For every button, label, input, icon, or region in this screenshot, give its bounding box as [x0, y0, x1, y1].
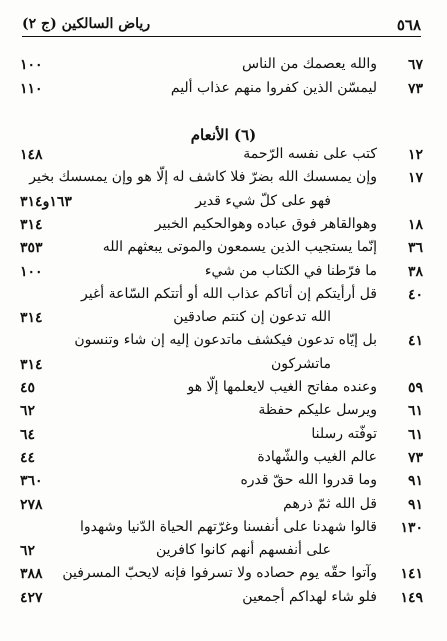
verse-text: ويرسل عليكم حفظة: [258, 402, 377, 419]
verse-number: ٤٠: [407, 286, 423, 303]
verse-number: ٣٨: [407, 263, 423, 280]
verse-number: ٣٦: [407, 240, 423, 257]
page-header: [22, 14, 421, 36]
verse-text: وآتوا حقّه يوم حصاده ولا تسرفوا فإنه لايحبّ المسرفين: [62, 565, 377, 582]
verse-text: ليمسّن الذين كفروا منهم عذاب أليم: [170, 80, 377, 96]
verse-number: ١٢: [407, 147, 423, 163]
verse-text: وما قدروا الله حقّ قدره: [240, 472, 377, 489]
index-row: [20, 284, 423, 308]
verse-text: كتب على نفسه الرّحمة: [243, 146, 377, 162]
verse-text: قل أرأيتكم إن أتاكم عذاب الله أو أتتكم السّاعة أغير: [81, 285, 377, 302]
verse-text: إنّما يستجيب الذين يسمعون والموتى يبعثهم الله: [102, 239, 377, 256]
index-row: [20, 494, 423, 518]
page-reference: ٢٧٨: [20, 496, 43, 513]
verse-text: ما فرّطنا في الكتاب من شيء: [204, 262, 377, 279]
page-reference: ١١٠: [20, 81, 43, 97]
verse-number: ٦١: [407, 403, 423, 420]
verse-number: ٦١: [407, 426, 423, 443]
index-row: [20, 330, 423, 354]
index-row: [20, 54, 423, 78]
verse-text: ماتشركون: [270, 355, 331, 372]
page-reference: ٦٢: [20, 403, 36, 420]
page-reference: ٤٤: [20, 449, 36, 466]
header-rule: [22, 36, 421, 37]
page-reference: ١٠٠: [20, 57, 43, 73]
verse-text: والله يعصمك من الناس: [242, 56, 377, 72]
index-row: [20, 354, 423, 378]
verse-number: ٧٣: [407, 81, 423, 97]
verse-number: ١٣٠: [400, 519, 423, 536]
verse-text: قل الله ثمّ ذرهم: [283, 495, 377, 512]
verse-text: عالم الغيب والشّهادة: [257, 448, 377, 465]
index-row: [20, 377, 423, 401]
index-row: [20, 587, 423, 611]
page-reference: ٦٢: [20, 543, 36, 560]
section-title: (٦) الأنعام: [190, 126, 257, 144]
verse-number: ٥٩: [407, 380, 423, 396]
verse-number: ١٧: [407, 170, 423, 187]
page-reference: ١٠٠: [20, 263, 43, 280]
page-reference: ٣٥٣: [20, 240, 43, 257]
page-reference: ٣١٤: [20, 356, 43, 373]
page-reference: ٣١٤: [20, 216, 43, 233]
verse-text: وعنده مفاتح الغيب لايعلمها إلّا هو: [187, 379, 377, 395]
verse-text: بل إيّاه تدعون فيكشف ماتدعون إليه إن شاء وتنسون: [74, 332, 377, 349]
index-row: [20, 307, 423, 331]
page-number: ٥٦٨: [396, 16, 421, 34]
verse-number: ٤١: [407, 333, 423, 350]
index-row: [20, 540, 423, 564]
index-row: [20, 424, 423, 448]
verse-number: ٧٣: [407, 449, 423, 466]
verse-text: وهوالقاهر فوق عباده وهوالحكيم الخبير: [154, 215, 377, 232]
index-row: [20, 517, 423, 541]
verse-number: ٦٧: [407, 57, 423, 73]
verse-number: ١٤٩: [400, 589, 423, 606]
index-row: [20, 470, 423, 494]
verse-number: ٩١: [407, 496, 423, 513]
verse-text: الله تدعون إن كنتم صادقين: [173, 309, 331, 326]
index-row: [20, 261, 423, 285]
page-reference: ٣٨٨: [20, 566, 43, 583]
index-row: [20, 237, 423, 261]
index-row: [20, 563, 423, 587]
verse-text: وإن يمسسك الله بضرّ فلا كاشف له إلّا هو وإن يمسسك بخير: [29, 169, 377, 186]
page-reference: ١٤٨: [20, 147, 43, 163]
page-reference: ١٦٣و٣١٤: [20, 193, 72, 210]
index-row: [20, 78, 423, 102]
page-reference: ٤٢٧: [20, 589, 43, 606]
verse-text: فهو على كلّ شيء قدير: [195, 192, 331, 209]
verse-text: توفّته رسلنا: [311, 425, 377, 442]
index-row: [20, 167, 423, 191]
running-title: رياض السالكين (ج ٢): [22, 16, 151, 32]
index-row: [20, 214, 423, 238]
verse-text: فلو شاء لهداكم أجمعين: [242, 588, 377, 605]
verse-text: قالوا شهدنا على أنفسنا وغرّتهم الحياة الدّنيا وشهدوا: [79, 518, 377, 535]
page-reference: ٣٦٠: [20, 473, 43, 490]
page-reference: ٦٤: [20, 426, 36, 443]
index-row: [20, 144, 423, 168]
index-row: [20, 447, 423, 471]
index-row: [20, 191, 423, 215]
verse-number: ٩١: [407, 473, 423, 490]
page-reference: ٣١٤: [20, 310, 43, 327]
verse-number: ١٨: [407, 216, 423, 233]
verse-number: ١٤١: [400, 566, 423, 583]
verse-text: على أنفسهم أنهم كانوا كافرين: [156, 542, 331, 559]
page-reference: ٤٥: [20, 380, 36, 396]
index-row: [20, 400, 423, 424]
